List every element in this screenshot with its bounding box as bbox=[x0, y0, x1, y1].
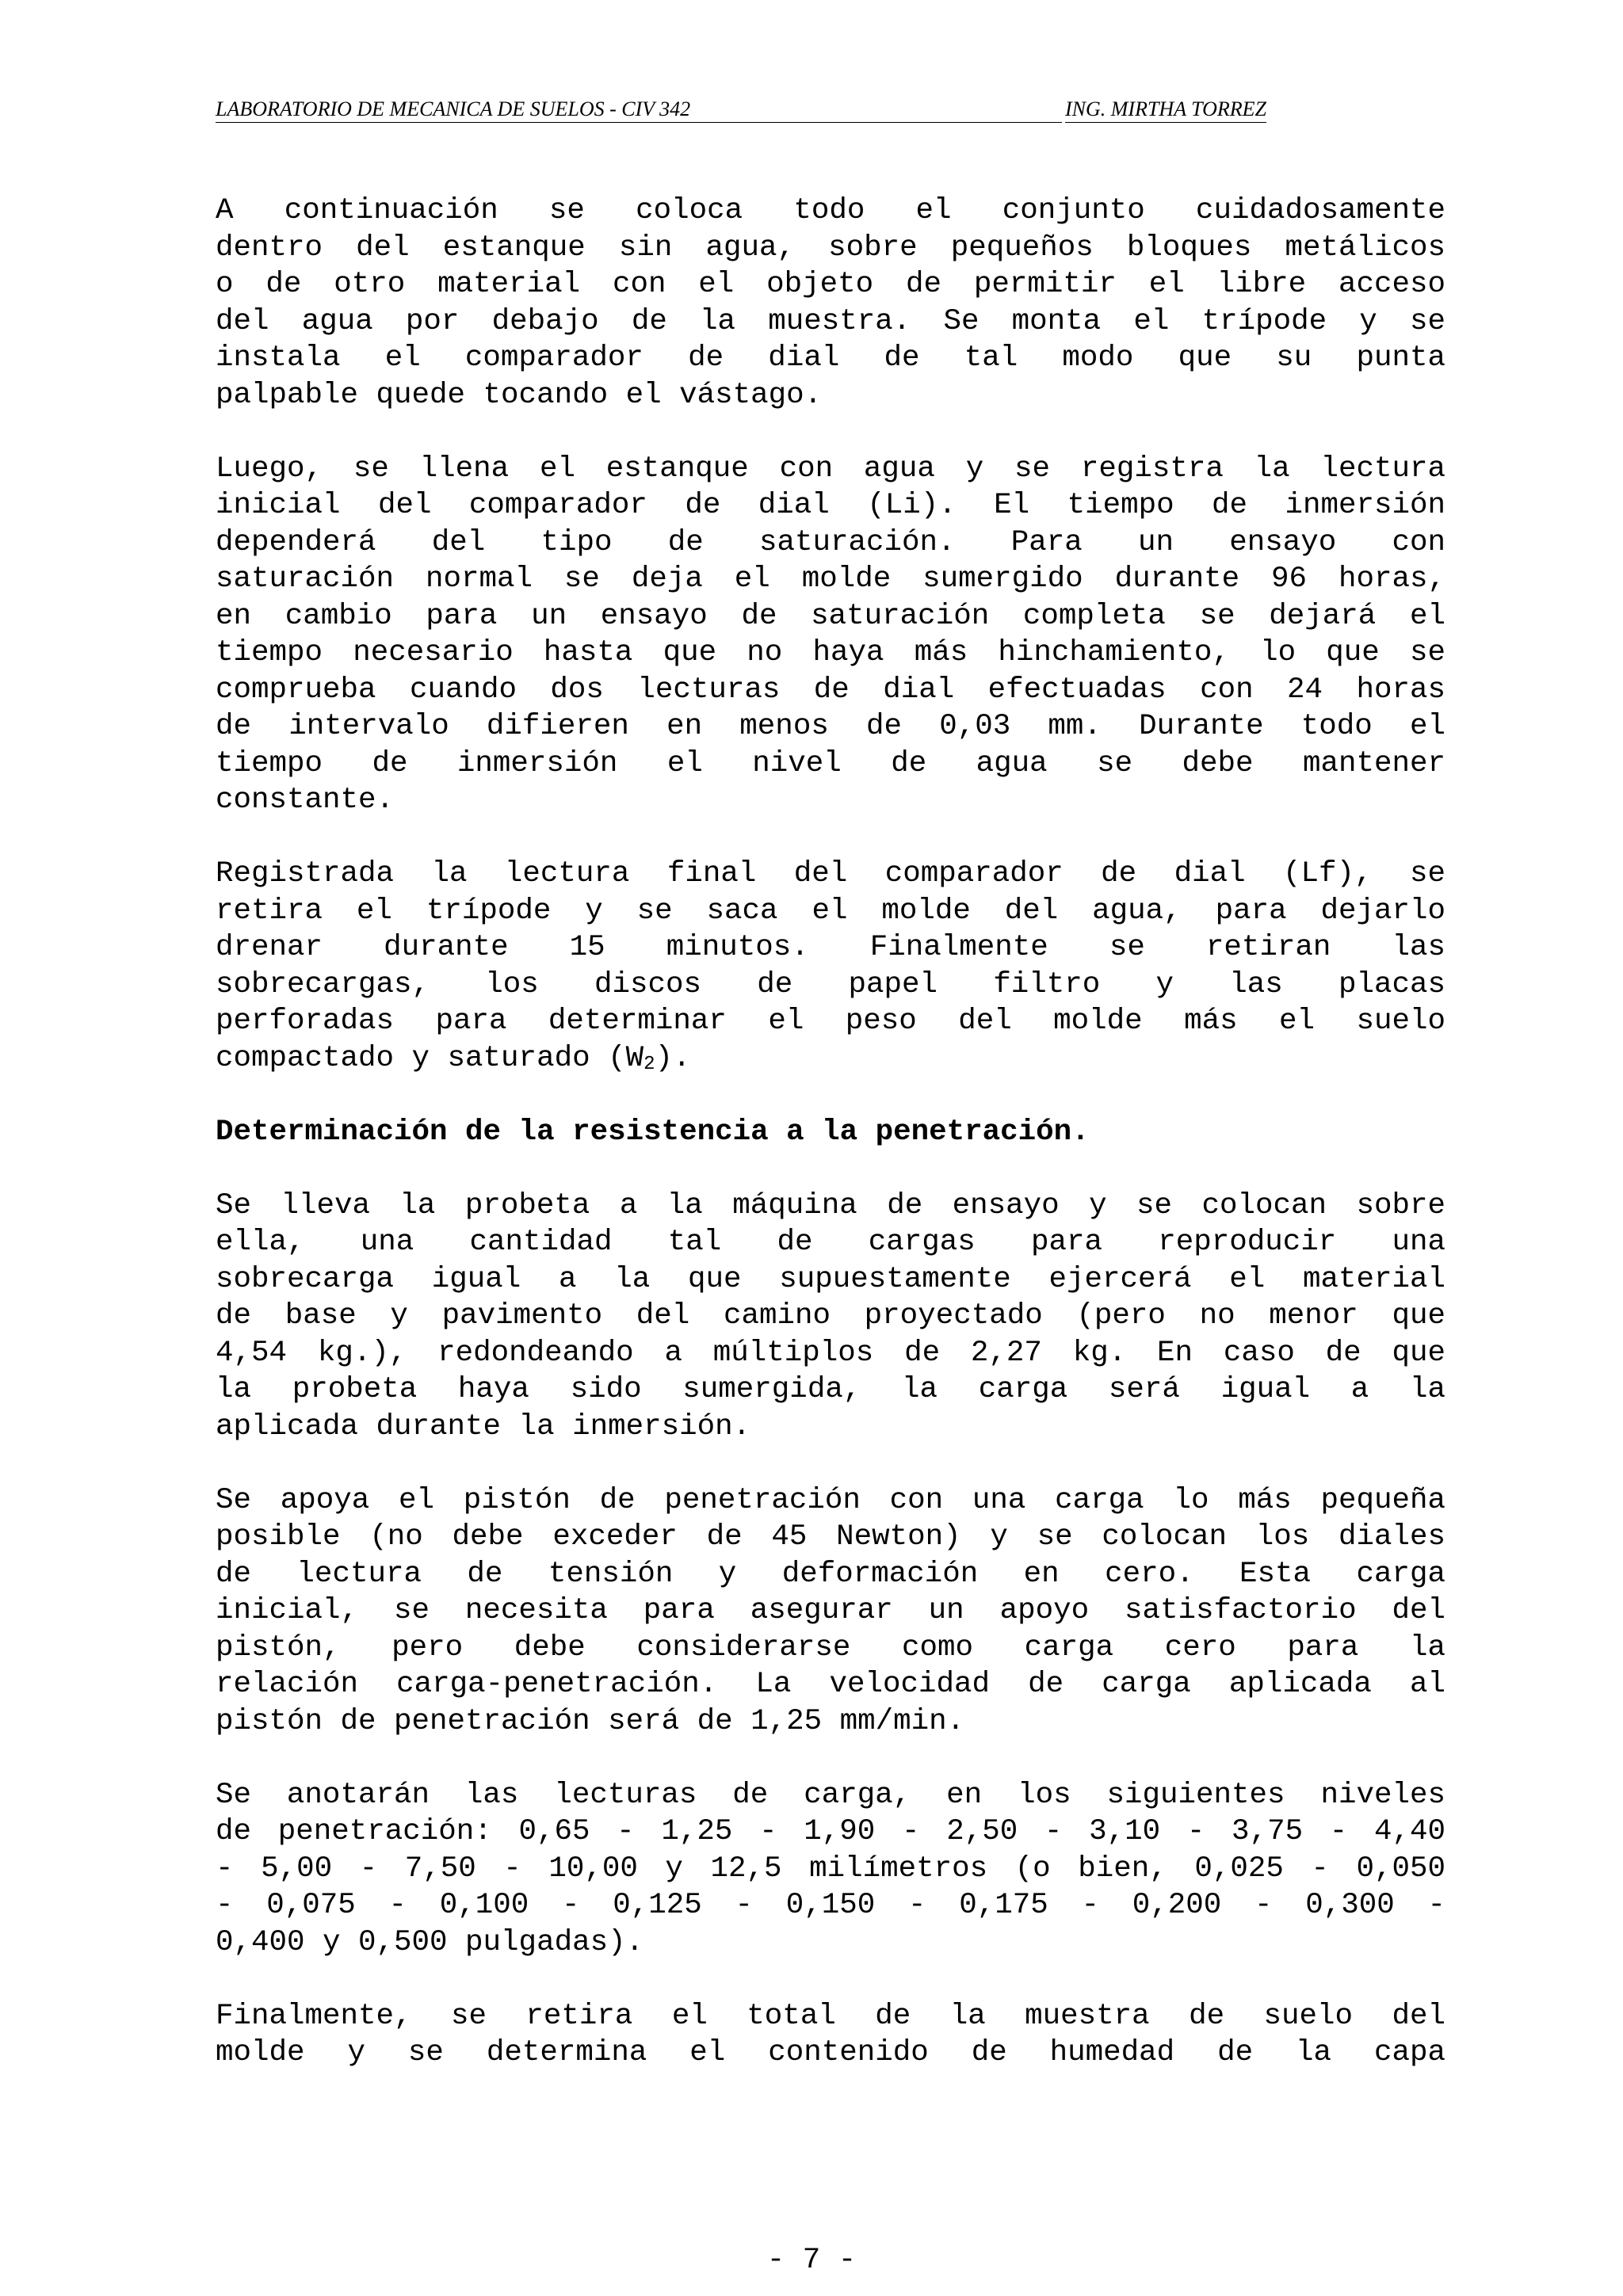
paragraph-moisture bbox=[216, 1998, 1445, 2072]
text-line: de penetración: 0,65 - 1,25 - 1,90 - 2,50 - 3,10 - 3,75 - 4,40 bbox=[216, 1815, 1445, 1848]
text-line: Registrada la lectura final del comparador de dial (Lf), se bbox=[216, 857, 1445, 891]
text-line: de base y pavimento del camino proyectado (pero no menor que bbox=[216, 1299, 1445, 1333]
paragraph-immersion bbox=[216, 451, 1445, 819]
text-line: inicial, se necesita para asegurar un apoyo satisfactorio del bbox=[216, 1594, 1445, 1627]
text-line: Finalmente, se retira el total de la muestra de suelo del bbox=[216, 1999, 1445, 2033]
text-line: pistón, pero debe considerarse como carga cero para la bbox=[216, 1630, 1445, 1665]
text-line: molde y se determina el contenido de humedad de la capa bbox=[216, 2036, 1445, 2069]
text-line: - 5,00 - 7,50 - 10,00 y 12,5 milímetros (o bien, 0,025 - 0,050 bbox=[216, 1852, 1445, 1886]
text-line: del agua por debajo de la muestra. Se monta el trípode y se bbox=[216, 304, 1445, 338]
text-line: ella, una cantidad tal de cargas para reproducir una bbox=[216, 1226, 1445, 1259]
text-fragment: ). bbox=[655, 1041, 691, 1075]
text-line: retira el trípode y se saca el molde del agua, para dejarlo bbox=[216, 894, 1445, 928]
text-line: pistón de penetración será de 1,25 mm/min. bbox=[216, 1704, 965, 1738]
text-line: 0,400 y 0,500 pulgadas). bbox=[216, 1925, 644, 1959]
text-line: Se apoya el pistón de penetración con una carga lo más pequeña bbox=[216, 1483, 1445, 1517]
text-line: tiempo de inmersión el nivel de agua se debe mantener bbox=[216, 746, 1445, 780]
text-line: aplicada durante la inmersión. bbox=[216, 1409, 751, 1444]
paragraph-final-reading bbox=[216, 856, 1445, 1077]
header-course-title: LABORATORIO DE MECANICA DE SUELOS - CIV 342 bbox=[216, 97, 1062, 123]
document-body bbox=[216, 193, 1445, 2108]
paragraph-readings bbox=[216, 1777, 1445, 1962]
page-number: - 7 - bbox=[766, 2244, 857, 2277]
text-line bbox=[216, 1040, 1445, 1077]
text-line: posible (no debe exceder de 45 Newton) y se colocan los diales bbox=[216, 1520, 1445, 1554]
text-line: saturación normal se deja el molde sumergido durante 96 horas, bbox=[216, 563, 1445, 596]
text-line: Se anotarán las lecturas de carga, en los siguientes niveles bbox=[216, 1778, 1445, 1812]
text-line: 4,54 kg.), redondeando a múltiplos de 2,27 kg. En caso de que bbox=[216, 1336, 1445, 1370]
text-line: comprueba cuando dos lecturas de dial efectuadas con 24 horas bbox=[216, 673, 1445, 707]
text-line: sobrecargas, los discos de papel filtro y las placas bbox=[216, 967, 1445, 1001]
section-heading: Determinación de la resistencia a la penetración. bbox=[216, 1115, 1090, 1149]
text-line: en cambio para un ensayo de saturación completa se dejará el bbox=[216, 599, 1445, 633]
text-line: constante. bbox=[216, 784, 395, 817]
text-line: Luego, se llena el estanque con agua y se registra la lectura bbox=[216, 452, 1445, 486]
paragraph-piston bbox=[216, 1482, 1445, 1741]
text-line: Se lleva la probeta a la máquina de ensayo y se colocan sobre bbox=[216, 1188, 1445, 1222]
text-line: de intervalo difieren en menos de 0,03 mm. Durante todo el bbox=[216, 710, 1445, 743]
text-line: drenar durante 15 minutos. Finalmente se retiran las bbox=[216, 931, 1445, 964]
text-line: perforadas para determinar el peso del molde más el suelo bbox=[216, 1005, 1445, 1038]
text-line: inicial del comparador de dial (Li). El tiempo de inmersión bbox=[216, 489, 1445, 522]
text-line: la probeta haya sido sumergida, la carga será igual a la bbox=[216, 1373, 1445, 1406]
text-fragment: compactado y saturado (W bbox=[216, 1041, 644, 1075]
header-author: ING. MIRTHA TORREZ bbox=[1065, 97, 1266, 123]
page-header bbox=[216, 97, 1323, 125]
subscript: 2 bbox=[643, 1053, 655, 1075]
text-line: A continuación se coloca todo el conjunto cuidadosamente bbox=[216, 194, 1445, 227]
text-line: tiempo necesario hasta que no haya más hinchamiento, lo que se bbox=[216, 636, 1445, 669]
text-line: sobrecarga igual a la que supuestamente ejercerá el material bbox=[216, 1262, 1445, 1296]
text-line: o de otro material con el objeto de permitir el libre acceso bbox=[216, 268, 1445, 301]
text-line: dependerá del tipo de saturación. Para un ensayo con bbox=[216, 525, 1445, 559]
text-line: relación carga-penetración. La velocidad de carga aplicada al bbox=[216, 1668, 1445, 1701]
text-line: - 0,075 - 0,100 - 0,125 - 0,150 - 0,175 - 0,200 - 0,300 - bbox=[216, 1889, 1445, 1922]
paragraph-load-setup bbox=[216, 1188, 1445, 1446]
paragraph-assembly bbox=[216, 193, 1445, 414]
text-line: dentro del estanque sin agua, sobre pequeños bloques metálicos bbox=[216, 231, 1445, 265]
text-line: de lectura de tensión y deformación en cero. Esta carga bbox=[216, 1557, 1445, 1591]
text-line: instala el comparador de dial de tal modo que su punta bbox=[216, 341, 1445, 375]
text-line: palpable quede tocando el vástago. bbox=[216, 378, 823, 412]
